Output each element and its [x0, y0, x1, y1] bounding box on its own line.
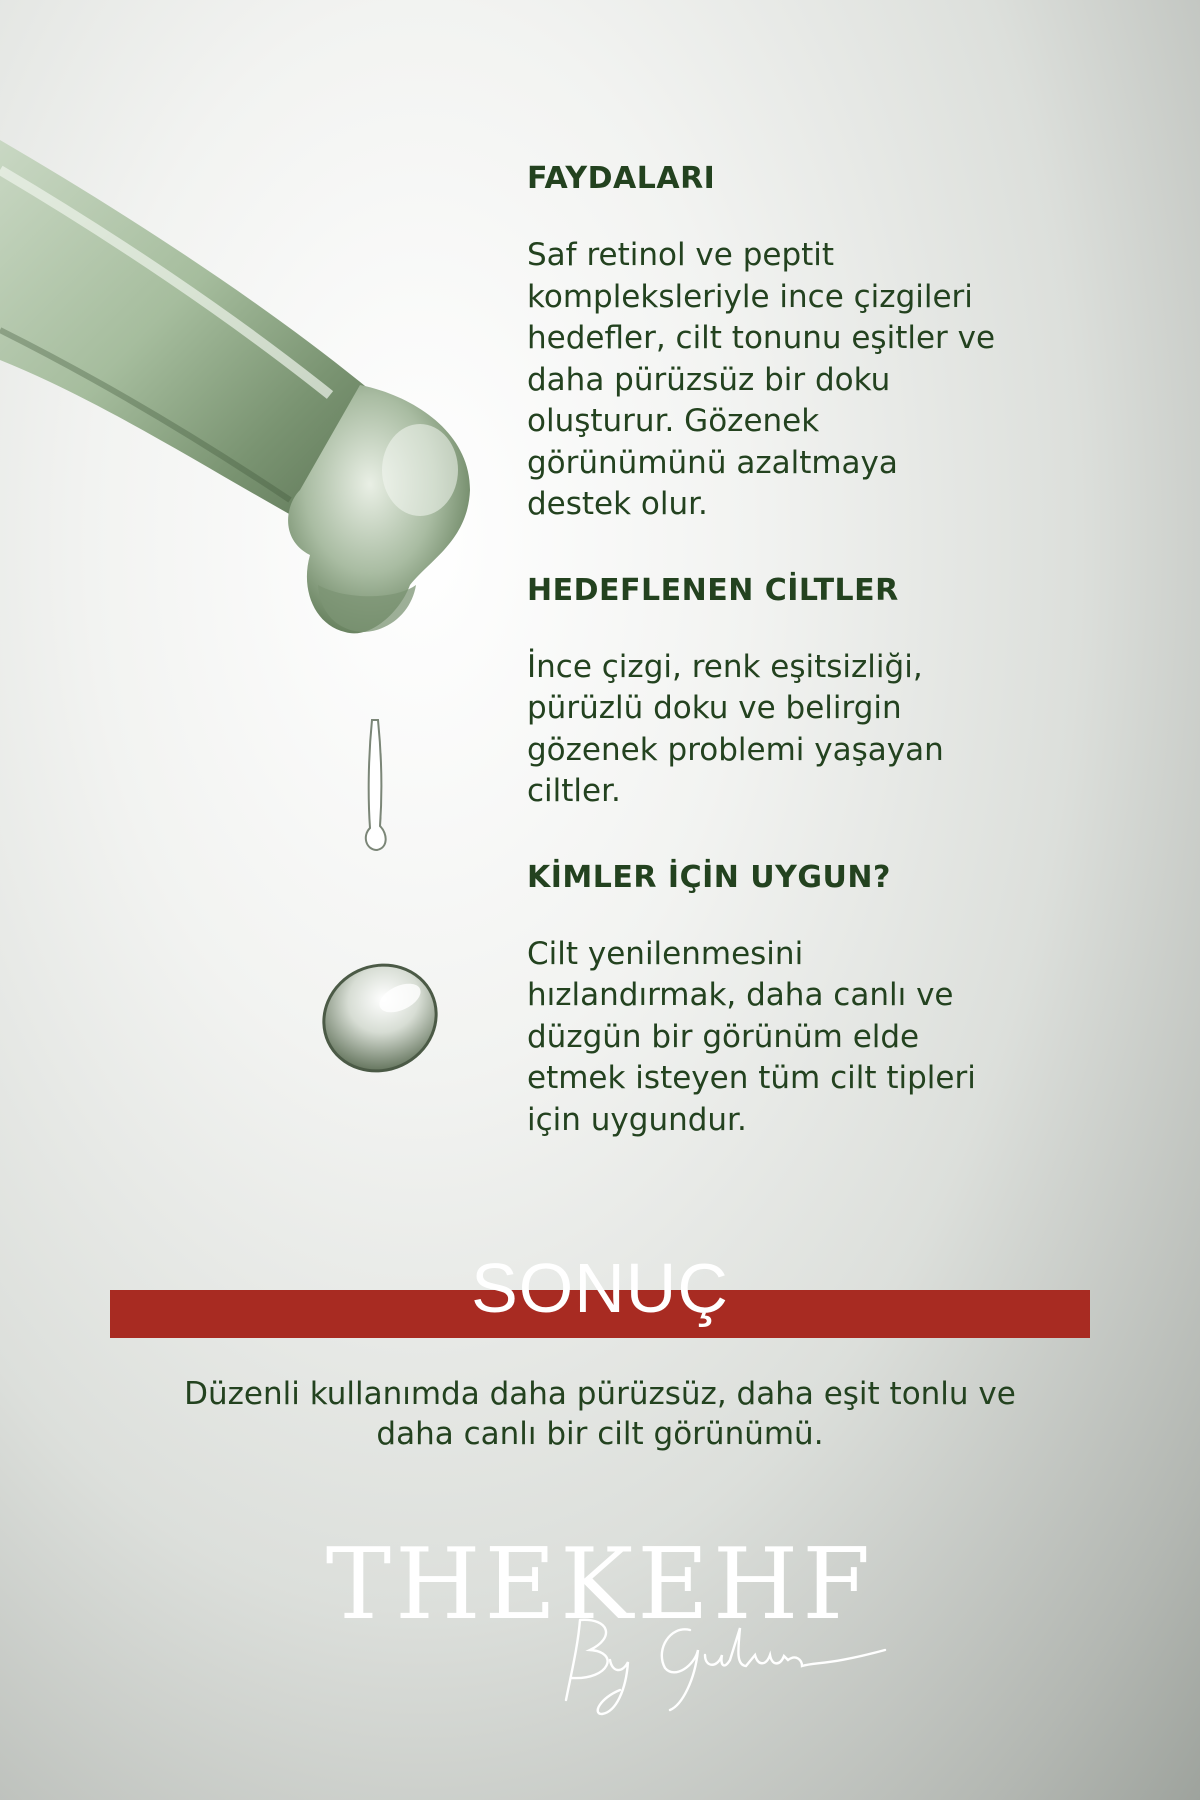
brand-wordmark: THEKEHF: [325, 1528, 875, 1642]
product-info: [527, 160, 1127, 1187]
conclusion-text: Düzenli kullanımda daha pürüzsüz, daha eşit tonlu ve daha canlı bir cilt görünümü.: [184, 1376, 1016, 1452]
target-skin-text: İnce çizgi, renk eşitsizliği, pürüzlü doku ve belirgin gözenek problemi yaşayan ciltler.: [527, 648, 944, 809]
droplet-stream: [366, 720, 386, 850]
brand-signature: [310, 1610, 890, 1720]
brand-logo: [310, 1530, 890, 1720]
suitability-text: Cilt yenilenmesini hızlandırmak, daha canlı ve düzgün bir görünüm elde etmek isteyen tüm cilt tipleri için uygundur.: [527, 935, 976, 1138]
suitability-heading: KİMLER İÇİN UYGUN?: [527, 859, 891, 895]
oil-drop: [306, 947, 453, 1089]
conclusion-title: SONUÇ: [471, 1249, 729, 1327]
benefits-text: Saf retinol ve peptit kompleksleriyle ince çizgileri hedefler, cilt tonunu eşitler ve daha pürüzsüz bir doku oluşturur. Gözenek görünümünü azaltmaya destek olur.: [527, 237, 996, 522]
benefits-heading: FAYDALARI: [527, 161, 716, 196]
target-skin-heading: HEDEFLENEN CİLTLER: [527, 572, 899, 608]
